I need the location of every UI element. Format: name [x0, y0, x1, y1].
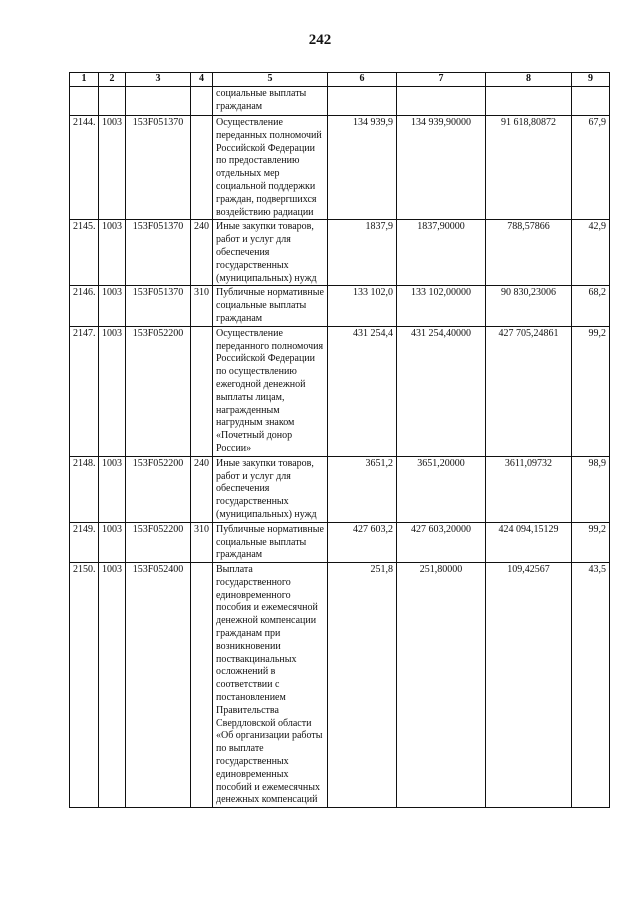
approved-amount-cell: 251,8 [328, 563, 397, 808]
header-cell-9: 9 [572, 73, 610, 87]
section-code-cell: 1003 [99, 286, 126, 326]
section-code-cell: 1003 [99, 456, 126, 522]
header-cell-7: 7 [397, 73, 486, 87]
executed-amount-cell: 424 094,15129 [486, 522, 572, 562]
planned-amount-cell: 133 102,00000 [397, 286, 486, 326]
expense-type-cell [191, 116, 213, 220]
row-number-cell [70, 87, 99, 116]
percent-cell: 99,2 [572, 522, 610, 562]
percent-cell [572, 87, 610, 116]
expense-type-cell: 310 [191, 522, 213, 562]
row-number-cell: 2145. [70, 220, 99, 286]
percent-cell: 98,9 [572, 456, 610, 522]
description-cell: Осуществление переданных полномочий Российской Федерации по предоставлению отдельных мер социальной поддержки граждан, подвергшихся воздействию радиации [213, 116, 328, 220]
target-code-cell: 153F052200 [126, 326, 191, 456]
header-cell-4: 4 [191, 73, 213, 87]
target-code-cell: 153F052200 [126, 456, 191, 522]
header-cell-8: 8 [486, 73, 572, 87]
table-row [70, 563, 610, 808]
planned-amount-cell: 427 603,20000 [397, 522, 486, 562]
planned-amount-cell: 251,80000 [397, 563, 486, 808]
table-row [70, 116, 610, 220]
header-cell-5: 5 [213, 73, 328, 87]
header-cell-1: 1 [70, 73, 99, 87]
table-row [70, 286, 610, 326]
planned-amount-cell: 134 939,90000 [397, 116, 486, 220]
description-cell: Выплата государственного единовременного пособия и ежемесячной денежной компенсации гражданам при возникновении поствакцинальных осложнений в соответствии с постановлением Правительства Свердловской области «Об организации работы по выплате государственных единовременных пособий и ежемесячных денежных компенсаций [213, 563, 328, 808]
approved-amount-cell: 427 603,2 [328, 522, 397, 562]
approved-amount-cell: 134 939,9 [328, 116, 397, 220]
table-row [70, 456, 610, 522]
target-code-cell: 153F051370 [126, 286, 191, 326]
header-row [70, 73, 610, 87]
description-cell: социальные выплаты гражданам [213, 87, 328, 116]
expense-type-cell [191, 326, 213, 456]
budget-table [69, 72, 610, 808]
table-row [70, 522, 610, 562]
section-code-cell: 1003 [99, 220, 126, 286]
continuation-row [70, 87, 610, 116]
executed-amount-cell [486, 87, 572, 116]
target-code-cell: 153F052400 [126, 563, 191, 808]
percent-cell: 67,9 [572, 116, 610, 220]
table-row [70, 220, 610, 286]
section-code-cell [99, 87, 126, 116]
section-code-cell: 1003 [99, 326, 126, 456]
page-number: 242 [308, 32, 332, 48]
approved-amount-cell: 133 102,0 [328, 286, 397, 326]
approved-amount-cell: 1837,9 [328, 220, 397, 286]
executed-amount-cell: 109,42567 [486, 563, 572, 808]
description-cell: Иные закупки товаров, работ и услуг для обеспечения государственных (муниципальных) нужд [213, 220, 328, 286]
percent-cell: 42,9 [572, 220, 610, 286]
expense-type-cell [191, 563, 213, 808]
approved-amount-cell: 431 254,4 [328, 326, 397, 456]
section-code-cell: 1003 [99, 116, 126, 220]
expense-type-cell: 240 [191, 220, 213, 286]
percent-cell: 68,2 [572, 286, 610, 326]
planned-amount-cell [397, 87, 486, 116]
row-number-cell: 2147. [70, 326, 99, 456]
executed-amount-cell: 788,57866 [486, 220, 572, 286]
planned-amount-cell: 431 254,40000 [397, 326, 486, 456]
section-code-cell: 1003 [99, 522, 126, 562]
expense-type-cell [191, 87, 213, 116]
executed-amount-cell: 90 830,23006 [486, 286, 572, 326]
planned-amount-cell: 1837,90000 [397, 220, 486, 286]
percent-cell: 99,2 [572, 326, 610, 456]
executed-amount-cell: 427 705,24861 [486, 326, 572, 456]
description-cell: Публичные нормативные социальные выплаты гражданам [213, 286, 328, 326]
header-cell-3: 3 [126, 73, 191, 87]
target-code-cell: 153F052200 [126, 522, 191, 562]
target-code-cell: 153F051370 [126, 116, 191, 220]
expense-type-cell: 310 [191, 286, 213, 326]
description-cell: Иные закупки товаров, работ и услуг для обеспечения государственных (муниципальных) нужд [213, 456, 328, 522]
approved-amount-cell: 3651,2 [328, 456, 397, 522]
description-cell: Публичные нормативные социальные выплаты гражданам [213, 522, 328, 562]
description-cell: Осуществление переданного полномочия Российской Федерации по осуществлению ежегодной денежной выплаты лицам, награжденным нагрудным знаком «Почетный донор России» [213, 326, 328, 456]
executed-amount-cell: 3611,09732 [486, 456, 572, 522]
header-cell-6: 6 [328, 73, 397, 87]
row-number-cell: 2146. [70, 286, 99, 326]
approved-amount-cell [328, 87, 397, 116]
target-code-cell [126, 87, 191, 116]
header-cell-2: 2 [99, 73, 126, 87]
expense-type-cell: 240 [191, 456, 213, 522]
row-number-cell: 2144. [70, 116, 99, 220]
table-row [70, 326, 610, 456]
row-number-cell: 2150. [70, 563, 99, 808]
row-number-cell: 2148. [70, 456, 99, 522]
percent-cell: 43,5 [572, 563, 610, 808]
row-number-cell: 2149. [70, 522, 99, 562]
planned-amount-cell: 3651,20000 [397, 456, 486, 522]
target-code-cell: 153F051370 [126, 220, 191, 286]
section-code-cell: 1003 [99, 563, 126, 808]
executed-amount-cell: 91 618,80872 [486, 116, 572, 220]
